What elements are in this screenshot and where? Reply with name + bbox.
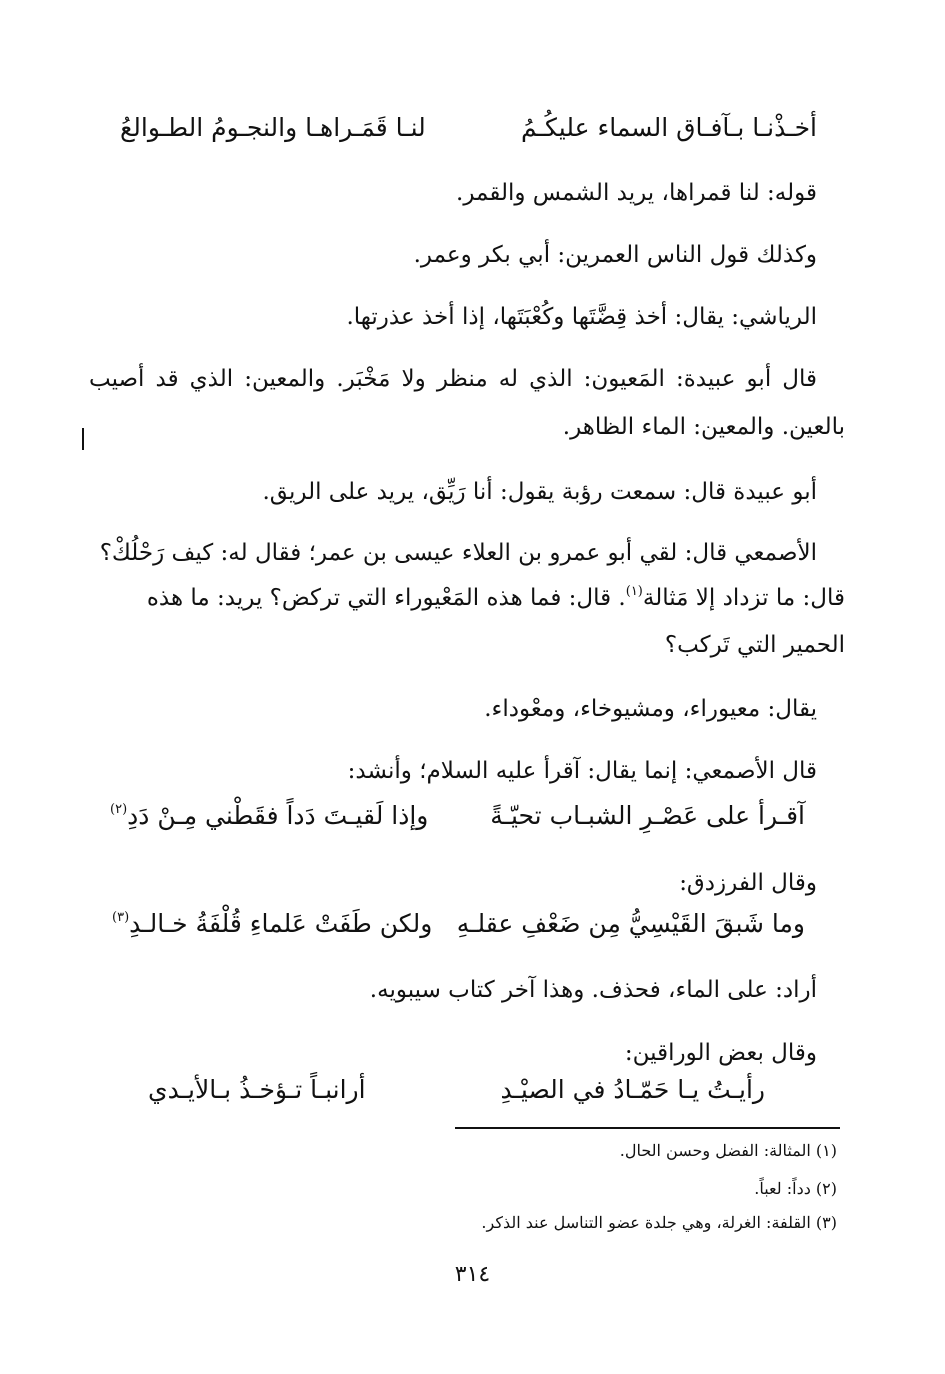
paragraph-11: وقال بعض الوراقين:	[624, 1040, 817, 1066]
verse-1-first-hemistich: أخـذْنـا بـآفـاق السماء عليكُـمُ	[521, 113, 817, 142]
paragraph-6-line-2-part-a: قال: ما تزداد إلا مَثالة	[642, 585, 845, 611]
footnote-ref-2: (٢)	[110, 802, 128, 817]
verse-1-second-hemistich: لنـا قَمَـراهـا والنجـومُ الطـوالعُ	[120, 113, 426, 142]
paragraph-5: أبو عبيدة قال: سمعت رؤبة يقول: أنا رَيِّق، يريد على الريق.	[262, 479, 817, 505]
margin-mark	[82, 428, 84, 450]
paragraph-6-line-2	[147, 583, 845, 613]
verse-3-first-hemistich: وما شَبقَ القَيْسِيُّ مِن ضَعْفِ عقلـهِ	[456, 909, 805, 938]
footnote-ref-1: (١)	[625, 584, 643, 599]
paragraph-4-line-1: قال أبو عبيدة: المَعيون: الذي له منظر ولا مَخْبَر. والمعين: الذي قد أصيب	[89, 366, 817, 392]
paragraph-6-line-1: الأصمعي قال: لقي أبو عمرو بن العلاء عيسى بن عمر؛ فقال له: كيف رَحْلُكْ؟	[99, 540, 817, 566]
verse-3-second-hemistich	[112, 908, 432, 940]
footnote-3: (٣) القلفة: الغرلة، وهي جلدة عضو التناسل عند الذكر.	[481, 1213, 837, 1232]
paragraph-6-line-3: الحمير التي تَركب؟	[664, 632, 845, 658]
paragraph-4-line-2: بالعين. والمعين: الماء الظاهر.	[562, 414, 845, 440]
verse-2-second-hemistich-text: وإذا لَقيـتَ دَداً فقَطْني مِـنْ دَدِ	[127, 801, 429, 830]
verse-3-second-hemistich-text: ولكن طَفَتْ عَلماءِ قُلْفَةُ خـالـدِ	[129, 909, 433, 938]
page-number: ٣١٤	[454, 1262, 491, 1287]
paragraph-9: وقال الفرزدق:	[679, 870, 817, 896]
paragraph-10: أراد: على الماء، فحذف. وهذا آخر كتاب سيبويه.	[369, 977, 817, 1003]
footnote-divider	[455, 1127, 840, 1129]
footnote-2: (٢) دداً: لعباً.	[754, 1179, 837, 1198]
footnote-1: (١) المثالة: الفضل وحسن الحال.	[619, 1141, 837, 1160]
paragraph-1: قوله: لنا قمراها، يريد الشمس والقمر.	[456, 180, 817, 206]
paragraph-6-line-2-part-b: . قال: فما هذه المَعْيوراء التي تركض؟ يريد: ما هذه	[146, 585, 626, 611]
verse-2-second-hemistich	[110, 800, 428, 832]
paragraph-3: الرياشي: يقال: أخذ قِضَّتَها وكُعْبَتَها، إذا أخذ عذرتها.	[346, 304, 817, 330]
footnote-ref-3: (٣)	[112, 910, 130, 925]
verse-4-first-hemistich: رأيـتُ يـا حَمّـادُ في الصيْـدِ	[500, 1075, 765, 1104]
verse-4-second-hemistich: أرانبـاً تـؤخـذُ بـالأيـدي	[148, 1075, 366, 1104]
paragraph-8: قال الأصمعي: إنما يقال: آقرأ عليه السلام؛ وأنشد:	[347, 758, 817, 784]
verse-2-first-hemistich: آقـرأ على عَصْـرِ الشبـاب تحيّـةً	[490, 801, 805, 830]
paragraph-7: يقال: معيوراء، ومشيوخاء، ومعْوداء.	[484, 696, 817, 722]
paragraph-2: وكذلك قول الناس العمرين: أبي بكر وعمر.	[413, 242, 817, 268]
